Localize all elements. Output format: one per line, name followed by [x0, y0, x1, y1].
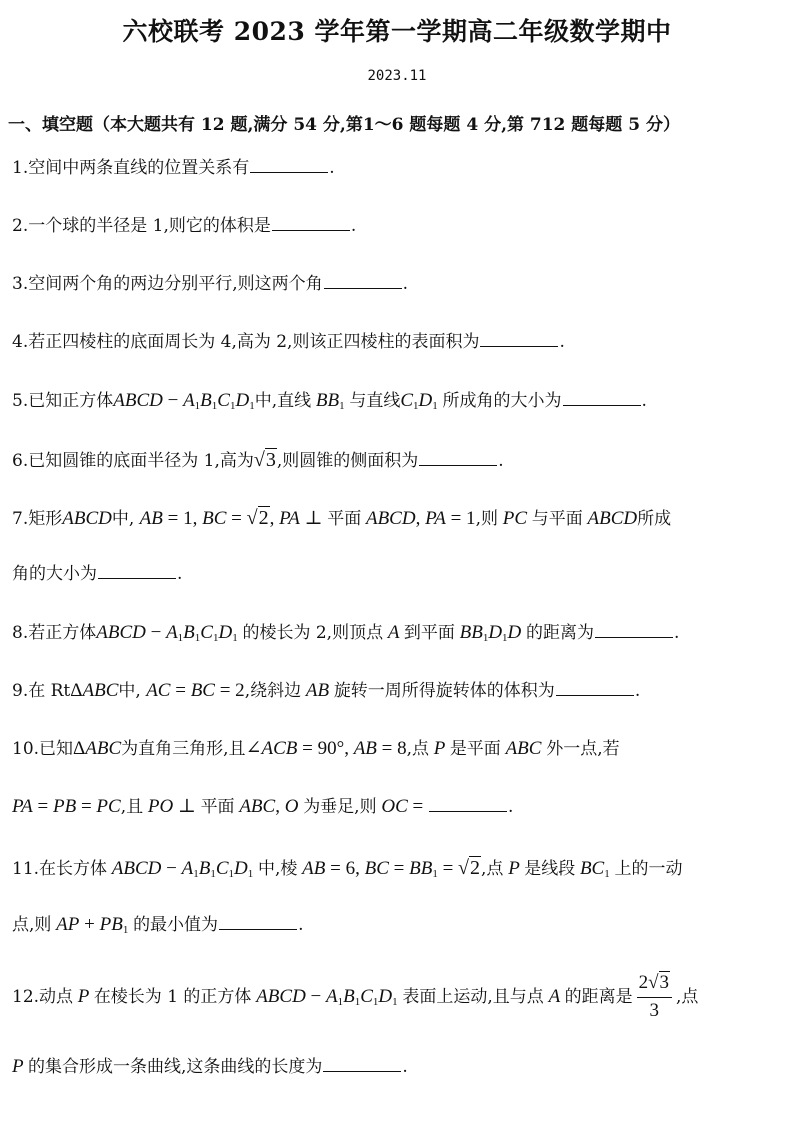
question-text: 3.空间两个角的两边分别平行,则这两个角 [12, 274, 323, 294]
question-text: 12.动点 [12, 986, 74, 1007]
question-text: ,则 [475, 509, 498, 529]
question-text: ,点 [481, 859, 504, 879]
question-1: 1.空间中两条直线的位置关系有 . [12, 158, 335, 178]
math-expression: ABCD [107, 858, 162, 879]
question-7: 7.矩形ABCD中, AB = 1, BC = √2, PA ⊥ 平面 ABCD, PA = 1,则 PC 与平面 ABCD所成 [12, 507, 672, 529]
answer-blank [429, 810, 507, 812]
question-10-line-2: PA = PB = PC,且 PO ⊥ 平面 ABC, O 为垂足,则 OC = . [12, 796, 514, 817]
question-2: 2.一个球的半径是 1,则它的体积是 . [12, 216, 357, 236]
math-expression: PA [12, 796, 33, 817]
question-text: 角的大小为 [12, 564, 97, 584]
answer-blank [98, 577, 176, 579]
question-7-line-2: 角的大小为 . [12, 564, 183, 584]
question-text: 表面上运动,且与点 [402, 986, 544, 1007]
question-text: 所成角的大小为 [442, 391, 562, 411]
question-4: 4.若正四棱柱的底面周长为 4,高为 2,则该正四棱柱的表面积为 . [12, 332, 565, 352]
question-12-line-2: P 的集合形成一条曲线,这条曲线的长度为 . [12, 1056, 408, 1077]
question-6: 6.已知圆锥的底面半径为 1,高为√3,则圆锥的侧面积为 . [12, 449, 504, 471]
question-text: 9.在 Rt [12, 681, 71, 701]
question-text: 到平面 [403, 623, 455, 643]
question-text: 为垂足,则 [303, 797, 377, 817]
question-text: 平面 [327, 509, 362, 529]
answer-blank [324, 287, 402, 289]
question-text: 与直线 [349, 391, 401, 411]
question-text: 与平面 [531, 509, 583, 529]
question-text: 为直角三角形,且 [121, 739, 246, 759]
question-text: 4.若正四棱柱的底面周长为 4,高为 2,则该正四棱柱的表面积为 [12, 332, 480, 352]
question-9: 9.在 RtΔABC中, AC = BC = 2,绕斜边 AB 旋转一周所得旋转体的体积为 . [12, 680, 641, 701]
answer-blank [595, 636, 673, 638]
question-text: 中, [118, 681, 141, 701]
question-text: 2.一个球的半径是 1,则它的体积是 [12, 216, 271, 236]
question-12: 12.动点 P 在棱长为 1 的正方体 ABCD − $A_1B_1C_1D_1$ 表面上运动,且与点 A 的距离是 $\frac{2√3}{3}$ ,点 [12, 972, 699, 1021]
answer-blank [219, 928, 297, 930]
question-text: 点,则 [12, 915, 52, 935]
question-text: 外一点,若 [546, 739, 620, 759]
question-text: 6.已知圆锥的底面半径为 1,高为 [12, 451, 254, 471]
question-text: 中,棱 [258, 859, 298, 879]
question-text: 上的一动 [614, 859, 683, 879]
answer-blank [250, 171, 328, 173]
fraction-2-sqrt3-over-3: $\frac{2√3}{3}$ [637, 972, 672, 1023]
question-8: 8.若正方体ABCD − $A_1B_1C_1D_1$ 的棱长为 2,则顶点 A 到平面 $BB_1D_1D$ 的距离为 . [12, 622, 680, 644]
question-3: 3.空间两个角的两边分别平行,则这两个角 . [12, 274, 409, 294]
question-text: 是线段 [524, 859, 576, 879]
question-text: 的棱长为 2,则顶点 [242, 623, 384, 643]
question-11: 11.在长方体 ABCD − $A_1B_1C_1D_1$ 中,棱 AB = 6, BC = $BB_1 = √2$,点 P 是线段 $BC_1$ 上的一动 [12, 857, 683, 880]
question-text: 的集合形成一条曲线,这条曲线的长度为 [28, 1057, 323, 1077]
math-expression: ABCD [96, 622, 146, 643]
question-11-line-2: 点,则 AP + $PB_1$ 的最小值为 . [12, 914, 304, 936]
section-heading: 一、填空题（本大题共有 12 题,满分 54 分,第1～6 题每题 4 分,第 712 题每题 5 分） [8, 115, 680, 135]
question-text: ,且 [120, 797, 144, 817]
math-expression: ABC [85, 738, 122, 759]
question-text: 7.矩形 [12, 509, 63, 529]
math-expression: AP [51, 914, 80, 935]
question-text: 所成 [637, 509, 672, 529]
answer-blank [419, 464, 497, 466]
question-text: 旋转一周所得旋转体的体积为 [333, 681, 555, 701]
exam-date: 2023.11 [367, 68, 427, 84]
question-text: 是平面 [449, 739, 501, 759]
question-text: 中,直线 [254, 391, 312, 411]
question-text: 平面 [200, 797, 235, 817]
question-10: 10.已知ΔABC为直角三角形,且∠ACB = 90°, AB = 8,点 P 是平面 ABC 外一点,若 [12, 738, 620, 759]
question-text: 10.已知 [12, 739, 74, 759]
question-text: 的最小值为 [133, 915, 219, 935]
math-expression: ABCD [62, 508, 112, 529]
answer-blank [556, 694, 634, 696]
math-expression: ABCD [251, 985, 306, 1007]
question-text: ,点 [406, 739, 430, 759]
answer-blank [563, 404, 641, 406]
exam-title: 六校联考 2023 学年第一学期高二年级数学期中 [122, 17, 672, 46]
question-text: 5.已知正方体 [12, 391, 114, 411]
math-expression: √3 [253, 449, 276, 471]
question-text: 在棱长为 1 的正方体 [93, 986, 252, 1007]
question-text: ,则圆锥的侧面积为 [276, 451, 419, 471]
question-text: 的距离为 [526, 623, 595, 643]
answer-blank [480, 345, 558, 347]
math-expression: ABCD [113, 390, 163, 411]
question-text: 的距离是 [564, 986, 633, 1007]
question-text: 中, [111, 509, 135, 529]
question-text: 11.在长方体 [12, 859, 108, 879]
question-text: 1.空间中两条直线的位置关系有 [12, 158, 250, 178]
answer-blank [323, 1070, 401, 1072]
answer-blank [272, 229, 350, 231]
question-text: 8.若正方体 [12, 623, 97, 643]
math-expression: ABC [82, 680, 119, 701]
question-text: ,绕斜边 [244, 681, 302, 701]
question-5: 5.已知正方体ABCD − $A_1B_1C_1D_1$中,直线 $BB_1$ 与直线$C_1D_1$ 所成角的大小为 . [12, 390, 647, 412]
question-text: ,点 [676, 986, 699, 1007]
